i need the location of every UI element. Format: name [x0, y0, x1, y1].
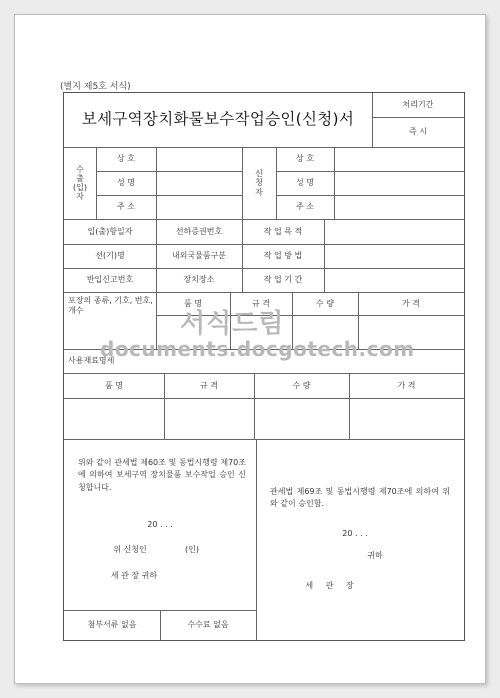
watermark-site: documents.docgotech.com — [100, 337, 415, 361]
request-seal: (인) — [185, 545, 199, 554]
form-title: 보세구역장치화물보수작업승인(신청)서 — [81, 110, 355, 129]
goods-origin-label: 내외국물품구분 — [171, 251, 227, 260]
packing-col-quantity: 수 량 — [316, 298, 334, 308]
packing-col-name: 품 명 — [184, 298, 202, 308]
work-method-label: 작 업 방 법 — [263, 251, 303, 260]
work-purpose-label: 작 업 목 적 — [263, 226, 303, 236]
materials-col-quantity: 수 량 — [292, 380, 311, 390]
shipper-address-field[interactable] — [157, 195, 242, 219]
processing-period-label: 처리기간 — [402, 100, 434, 109]
shipper-person-label: 성 명 — [117, 178, 135, 187]
shipper-address-label: 주 소 — [117, 202, 135, 211]
packing-col-price: 가 격 — [402, 298, 420, 308]
applicant-name-field[interactable] — [335, 147, 464, 171]
watermark-brand: 서식드림 — [180, 309, 285, 339]
materials-col-spec: 규 격 — [200, 380, 218, 390]
applicant-name-label: 상 호 — [296, 154, 314, 163]
request-text: 위와 같이 관세법 제60조 및 동법시행령 제70조에 의하여 보세구역 장치물품 보수작업 승인 신청합니다. — [78, 458, 246, 492]
applicant-label: 신청자 — [255, 169, 263, 197]
request-signer: 위 신청인 — [113, 545, 147, 554]
entry-date-label: 입(출)항일자 — [87, 226, 133, 236]
fee-note: 수수료 없음 — [187, 620, 229, 629]
request-date: 20 . . . — [147, 520, 173, 529]
processing-period-value: 즉 시 — [409, 127, 427, 136]
applicant-address-field[interactable] — [335, 195, 464, 219]
application-form — [63, 92, 465, 641]
work-purpose-field[interactable] — [325, 219, 464, 244]
approval-signer: 세 관 장 — [305, 581, 359, 590]
packing-label: 포장의 종류, 기호, 번호,개수 — [68, 295, 153, 315]
storage-location-label: 장치장소 — [183, 275, 215, 284]
applicant-address-label: 주 소 — [296, 202, 314, 211]
materials-col-name: 품 명 — [105, 380, 123, 390]
carryin-number-label: 반입신고번호 — [86, 275, 134, 284]
bl-number-label: 선하증권번호 — [175, 226, 223, 236]
shipper-name-field[interactable] — [157, 147, 242, 171]
shipper-label: 수출(입)자 — [73, 164, 87, 202]
packing-col-spec: 규 격 — [252, 298, 270, 308]
attachments-note: 첨부서류 없음 — [87, 620, 137, 629]
shipper-person-field[interactable] — [157, 171, 242, 195]
approval-recipient: 귀하 — [367, 551, 383, 560]
form-label: (별지 제5호 서식) — [60, 82, 131, 92]
materials-label: 사용재료명세 — [68, 355, 115, 365]
materials-col-price: 가 격 — [397, 380, 416, 390]
vessel-name-label: 선(기)명 — [95, 251, 125, 260]
request-addressee: 세 관 장 귀하 — [110, 571, 158, 580]
work-period-label: 작 업 기 간 — [263, 275, 303, 284]
applicant-person-label: 성 명 — [296, 178, 314, 187]
work-method-field[interactable] — [325, 244, 464, 268]
approval-date: 20 . . . — [342, 529, 368, 538]
shipper-name-label: 상 호 — [117, 154, 135, 163]
approval-text: 관세법 제69조 및 동법시행령 제70조에 의하여 위와 같이 승인함. — [270, 487, 450, 509]
applicant-person-field[interactable] — [335, 171, 464, 195]
work-period-field[interactable] — [325, 268, 464, 292]
